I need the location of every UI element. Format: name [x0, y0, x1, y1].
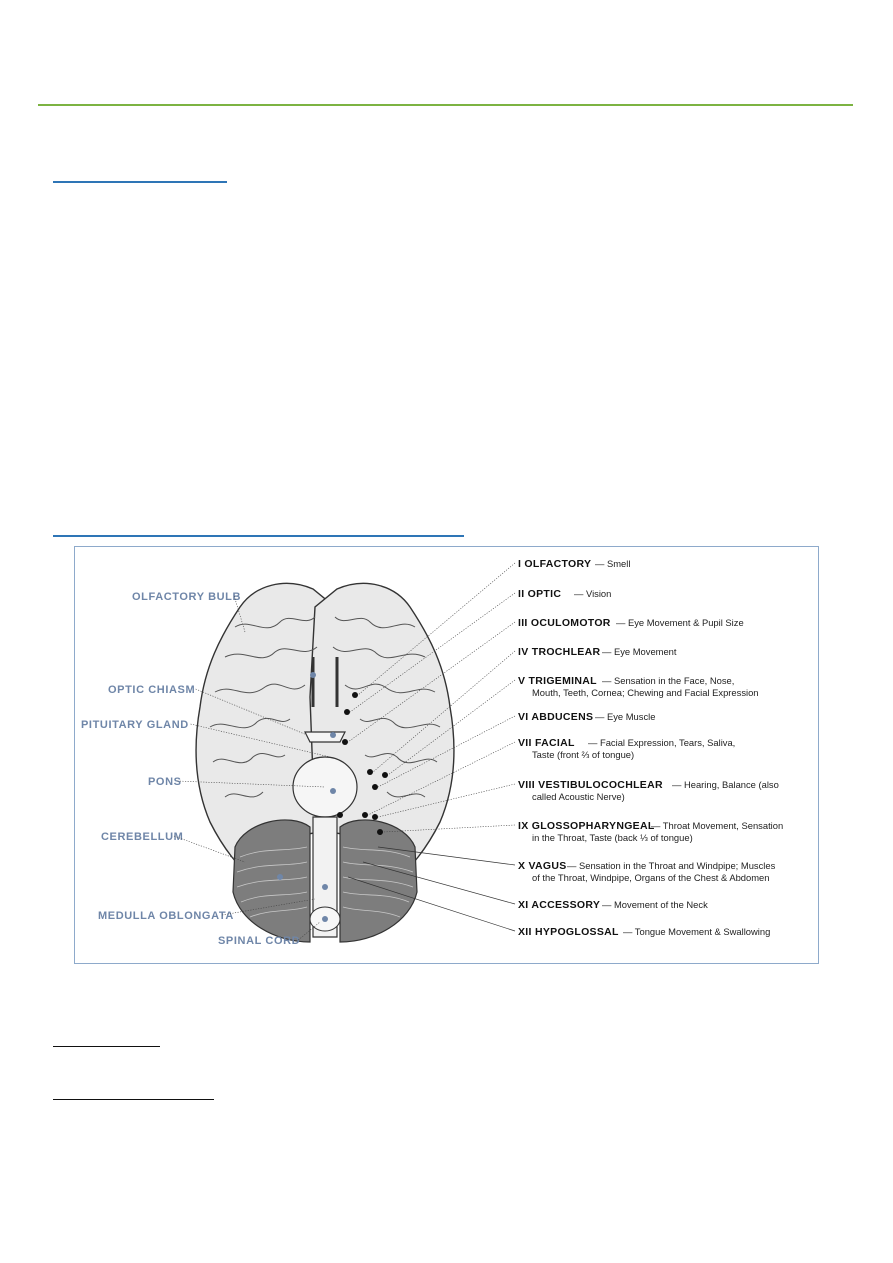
nerve-description: in the Throat, Taste (back ⅓ of tongue): [532, 832, 693, 843]
nerve-description: of the Throat, Windpipe, Organs of the Chest & Abdomen: [532, 872, 770, 883]
cranial-nerves-figure: [74, 546, 819, 964]
nerve-description: Taste (front ⅔ of tongue): [532, 749, 635, 760]
nerve-name: I OLFACTORY: [518, 558, 592, 570]
nerve-name: VII FACIAL: [518, 737, 575, 749]
structure-label: PITUITARY GLAND: [81, 719, 189, 731]
structure-label: PONS: [148, 776, 182, 788]
nerve-description: — Hearing, Balance (also: [672, 779, 779, 790]
header-divider: [38, 104, 853, 106]
structure-label: MEDULLA OBLONGATA: [98, 910, 234, 922]
structure-label: OLFACTORY BULB: [132, 591, 242, 603]
brain-diagram: [75, 547, 818, 963]
nerve-description: — Throat Movement, Sensation: [651, 820, 784, 831]
section-heading-underline: [53, 181, 227, 183]
nerve-name: IX GLOSSOPHARYNGEAL: [518, 820, 655, 832]
nerve-description: called Acoustic Nerve): [532, 791, 625, 802]
nerve-description: — Eye Muscle: [595, 711, 656, 722]
nerve-description: — Tongue Movement & Swallowing: [623, 926, 771, 937]
section-underline-1: [53, 1046, 160, 1047]
nerve-name: V TRIGEMINAL: [518, 675, 597, 687]
nerve-entry: [378, 847, 776, 883]
nerve-name: III OCULOMOTOR: [518, 617, 611, 629]
nerve-name: IV TROCHLEAR: [518, 646, 601, 658]
nerve-description: — Facial Expression, Tears, Saliva,: [588, 737, 736, 748]
structure-label: OPTIC CHIASM: [108, 684, 196, 696]
nerve-description: — Smell: [595, 558, 631, 569]
nerve-name: VI ABDUCENS: [518, 711, 594, 723]
nerve-description: — Eye Movement & Pupil Size: [616, 617, 744, 628]
nerve-name: VIII VESTIBULOCOCHLEAR: [518, 779, 663, 791]
nerve-name: XI ACCESSORY: [518, 899, 601, 911]
nerve-description: — Vision: [574, 588, 612, 599]
structure-label: CEREBELLUM: [101, 831, 184, 843]
nerve-name: II OPTIC: [518, 588, 562, 600]
figure-heading-underline: [53, 535, 464, 537]
nerve-name: XII HYPOGLOSSAL: [518, 926, 619, 938]
nerve-entry: [383, 820, 783, 843]
nerve-name: X VAGUS: [518, 860, 567, 872]
brain-illustration: [196, 583, 454, 942]
nerve-description: — Eye Movement: [602, 646, 677, 657]
nerve-description: — Sensation in the Face, Nose,: [602, 675, 735, 686]
section-underline-2: [53, 1099, 214, 1100]
structure-label: SPINAL CORD: [218, 935, 301, 947]
nerve-description: Mouth, Teeth, Cornea; Chewing and Facial Expression: [532, 687, 759, 698]
nerve-description: — Movement of the Neck: [602, 899, 708, 910]
nerve-description: — Sensation in the Throat and Windpipe; Muscles: [567, 860, 776, 871]
